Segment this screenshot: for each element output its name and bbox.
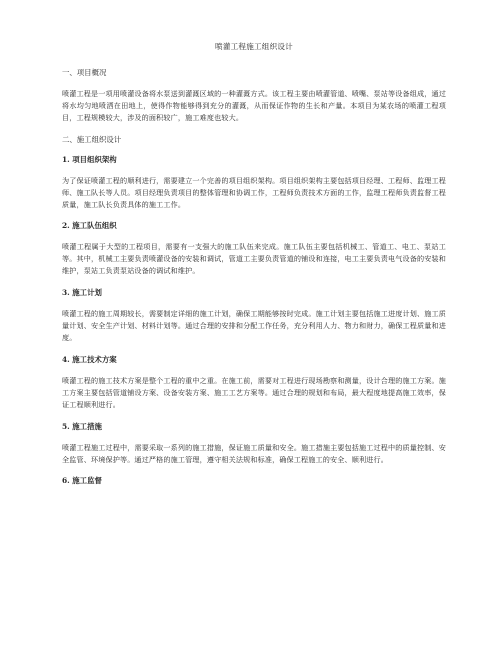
subheading-construction-plan: 3. 施工计划: [62, 288, 102, 298]
subheading-construction-supervision: 6. 施工监督: [62, 476, 102, 486]
document-title: 喷灌工程施工组织设计: [215, 42, 293, 51]
section-heading-overview: 一、项目概况: [62, 68, 107, 77]
paragraph-technical-scheme: 喷灌工程的施工技术方案是整个工程的重中之重。在施工前，需要对工程进行现场勘察和测量，设计合理的施工方案。施工方案主要包括管道铺设方案、设备安装方案、施工工艺方案等。通过合理的规划和布局，最大程度地提高施工效率，保证工程顺利进行。: [62, 375, 446, 409]
paragraph-project-organization: 为了保证喷灌工程的顺利进行，需要建立一个完善的项目组织架构。项目组织架构主要包括项目经理、工程师、监理工程师、施工队长等人员。项目经理负责项目的整体管理和协调工作，工程师负责技术方面的工作，监理工程师负责监督工程质量，施工队长负责具体的施工工作。: [62, 175, 446, 209]
subheading-project-organization: 1. 项目组织架构: [62, 154, 117, 164]
subheading-technical-scheme: 4. 施工技术方案: [62, 354, 117, 364]
paragraph-construction-measures: 喷灌工程施工过程中，需要采取一系列的施工措施，保证施工质量和安全。施工措施主要包括施工过程中的质量控制、安全监管、环境保护等。通过严格的施工管理，遵守相关法规和标准，确保工程施工的安全、顺利进行。: [62, 442, 446, 464]
subheading-construction-measures: 5. 施工措施: [62, 421, 102, 431]
section-heading-construction-design: 二、施工组织设计: [62, 134, 122, 144]
overview-paragraph: 喷灌工程是一项用喷灌设备将水泵送到灌溉区域的一种灌溉方式。该工程主要由喷灌管道、喷嘴、泵站等设备组成，通过将水均匀地喷洒在田地上，使得作物能够得到充分的灌溉，从而保证作物的生长和产量。本项目为某农场的喷灌工程项目，工程规模较大，涉及的面积较广，施工难度也较大。: [62, 89, 446, 122]
paragraph-construction-plan: 喷灌工程的施工周期较长，需要制定详细的施工计划，确保工期能够按时完成。施工计划主要包括施工进度计划、施工质量计划、安全生产计划、材料计划等。通过合理的安排和分配工作任务，充分利用人力、物力和财力，确保工程质量和进度。: [62, 309, 446, 342]
paragraph-construction-team: 喷灌工程属于大型的工程项目，需要有一支强大的施工队伍来完成。施工队伍主要包括机械工、管道工、电工、泵站工等。其中，机械工主要负责喷灌设备的安装和调试，管道工主要负责管道的铺设和连接，电工主要负责电气设备的安装和维护，泵站工负责泵站设备的调试和维护。: [62, 242, 446, 276]
subheading-construction-team: 2. 施工队伍组织: [62, 221, 117, 231]
